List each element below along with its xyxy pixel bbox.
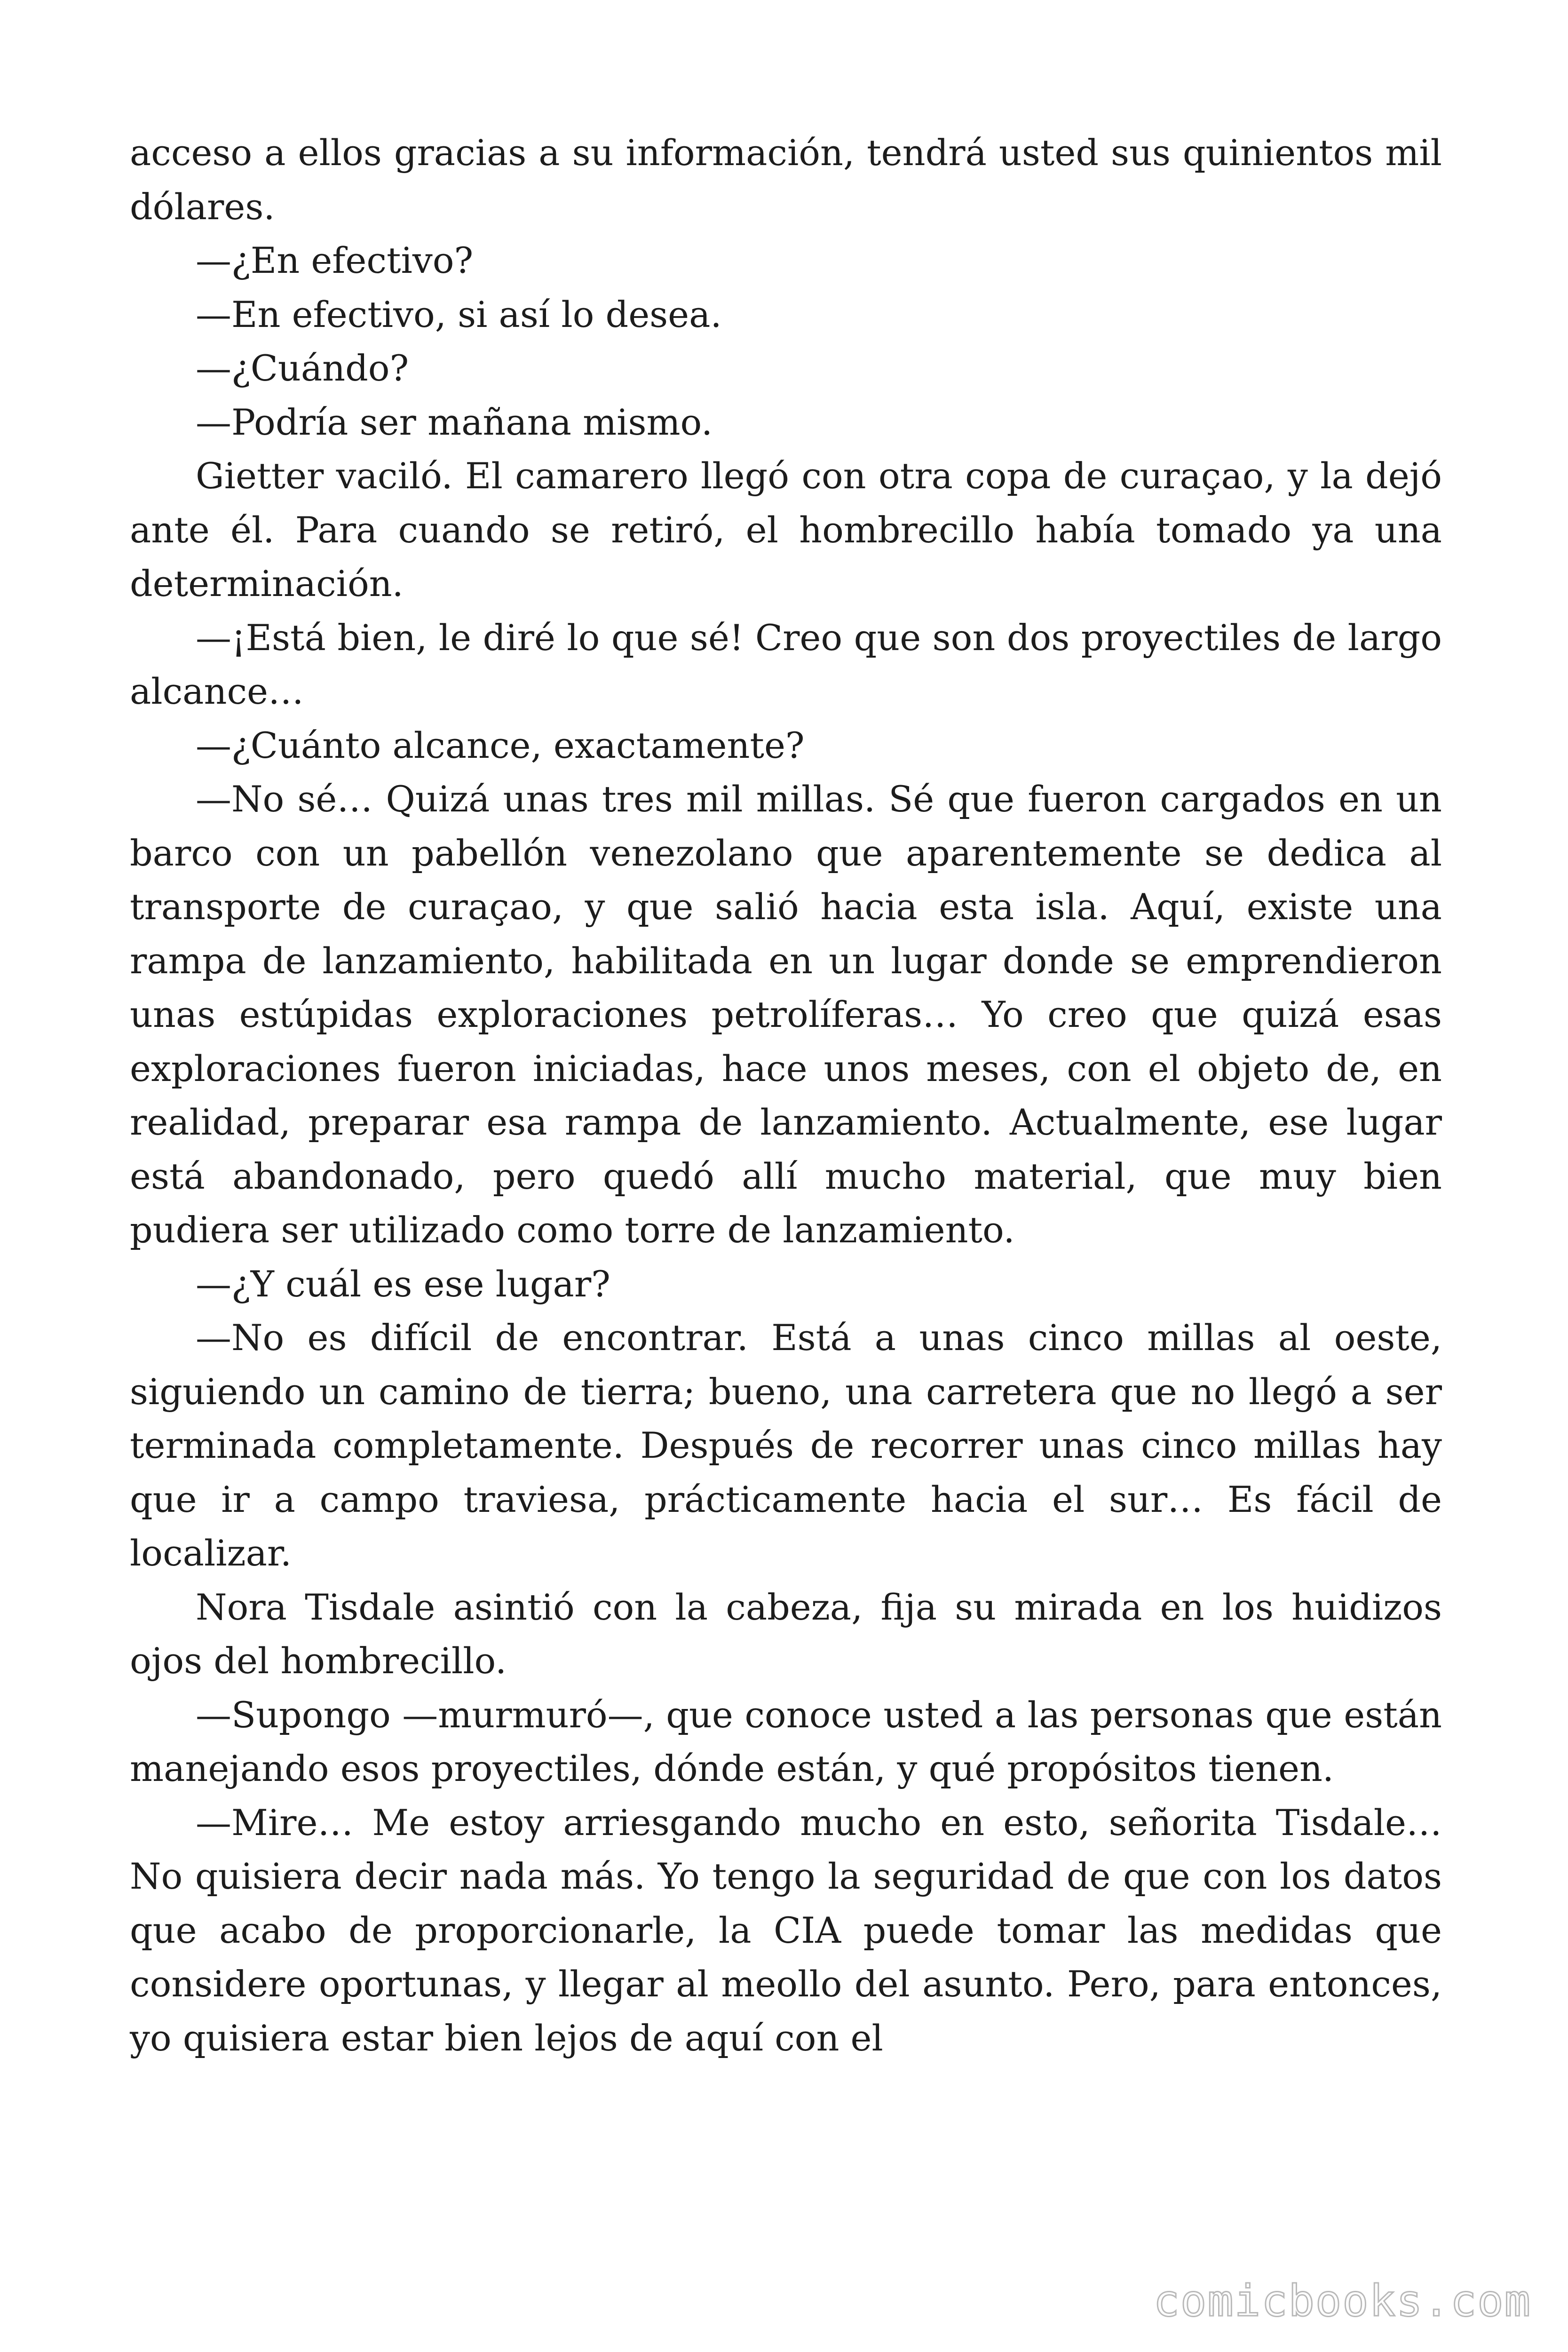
body-text <box>130 126 1442 2065</box>
paragraph: —En efectivo, si así lo desea. <box>196 293 722 335</box>
paragraph: —¿En efectivo? <box>196 239 474 281</box>
paragraph: Nora Tisdale asintió con la cabeza, fija su mirada en los huidizos ojos del hombrecillo. <box>130 1586 1442 1682</box>
paragraph: —¿Cuándo? <box>196 347 409 389</box>
paragraph: acceso a ellos gracias a su información, tendrá usted sus quinientos mil dólares. <box>130 132 1442 228</box>
paragraph: —No sé… Quizá unas tres mil millas. Sé que fueron cargados en un barco con un pabellón venezolano que aparentemente se dedica al transporte de curaçao, y que salió hacia esta isla. Aquí, existe una rampa de lanzamiento, habilitada en un lugar donde se emprendieron unas estúpidas exploraciones petrolíferas… Yo creo que quizá esas exploraciones fueron iniciadas, hace unos meses, con el objeto de, en realidad, preparar esa rampa de lanzamiento. Actualmente, ese lugar está abandonado, pero quedó allí mucho material, que muy bien pudiera ser utilizado como torre de lanzamiento. <box>130 778 1442 1251</box>
paragraph: Gietter vaciló. El camarero llegó con otra copa de curaçao, y la dejó ante él. Para cuando se retiró, el hombrecillo había tomado ya una determinación. <box>130 455 1442 604</box>
paragraph: —Podría ser mañana mismo. <box>196 401 713 443</box>
paragraph: —¡Está bien, le diré lo que sé! Creo que son dos proyectiles de largo alcance… <box>130 616 1442 712</box>
paragraph: —No es difícil de encontrar. Está a unas cinco millas al oeste, siguiendo un camino de tierra; bueno, una carretera que no llegó a ser terminada completamente. Después de recorrer unas cinco millas hay que ir a campo traviesa, prácticamente hacia el sur… Es fácil de localizar. <box>130 1317 1442 1574</box>
paragraph: —Supongo —murmuró—, que conoce usted a las personas que están manejando esos proyectiles, dónde están, y qué propósitos tienen. <box>130 1693 1442 1789</box>
paragraph: —¿Cuánto alcance, exactamente? <box>196 724 805 766</box>
paragraph: —¿Y cuál es ese lugar? <box>196 1263 610 1305</box>
watermark: comicbooks.com <box>1153 2276 1531 2326</box>
paragraph: —Mire… Me estoy arriesgando mucho en esto, señorita Tisdale… No quisiera decir nada más. Yo tengo la seguridad de que con los datos que acabo de proporcionarle, la CIA puede tomar las medidas que considere oportunas, y llegar al meollo del asunto. Pero, para entonces, yo quisiera estar bien lejos de aquí con el <box>130 1801 1442 2059</box>
